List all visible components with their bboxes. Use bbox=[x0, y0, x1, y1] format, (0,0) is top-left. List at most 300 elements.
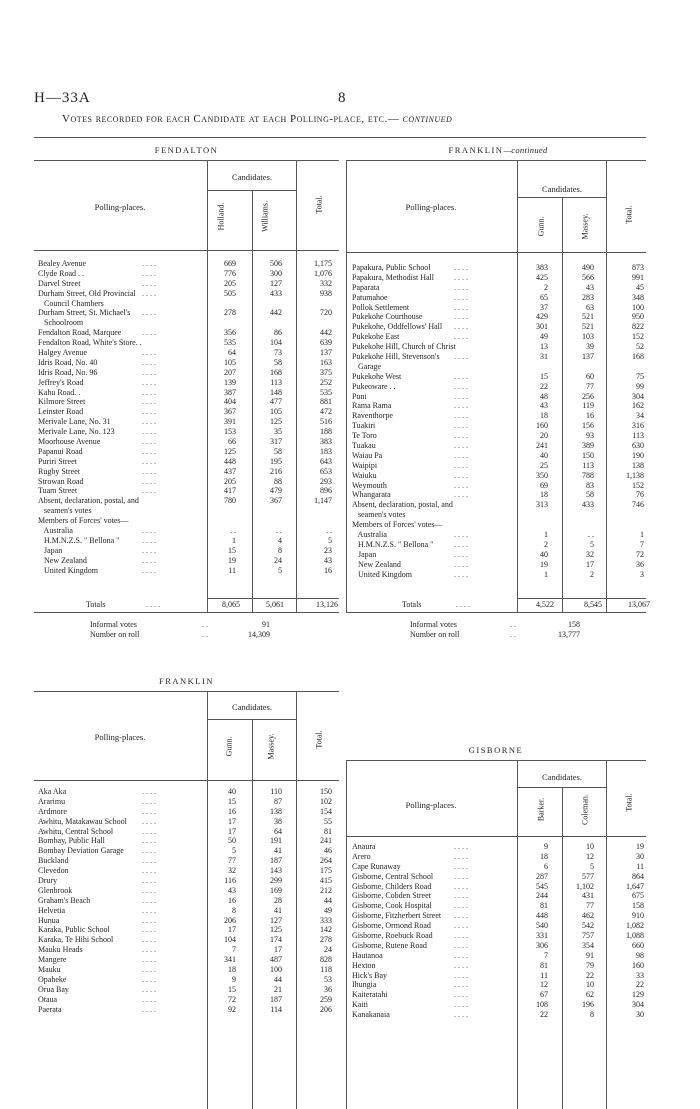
polling-place-name: Hick's Bay bbox=[352, 970, 387, 980]
candidate-1-votes: 67 bbox=[540, 990, 548, 1000]
candidate-2-votes: 10 bbox=[586, 842, 594, 851]
total-votes: 316 bbox=[632, 421, 644, 431]
table-row bbox=[38, 827, 338, 837]
candidate-1-votes: 77 bbox=[228, 856, 236, 866]
candidate-2-votes: 58 bbox=[274, 446, 282, 456]
polling-place-name: Rugby Street bbox=[38, 466, 80, 476]
polling-place-name: Anaura bbox=[352, 842, 376, 851]
table-row bbox=[38, 797, 338, 807]
candidate-2-votes: 104 bbox=[270, 338, 282, 348]
candidate-1-votes: 206 bbox=[224, 915, 236, 925]
table-top-rule bbox=[346, 160, 646, 161]
polling-place-name: Pukeoware . . bbox=[352, 381, 396, 391]
total-votes: 98 bbox=[636, 950, 644, 960]
polling-place-name: Rama Rama bbox=[352, 401, 392, 411]
polling-place-name: Te Toro bbox=[352, 431, 377, 441]
polling-place-name: Gisborne, Cobden Street bbox=[352, 891, 431, 901]
candidate-1-votes: 105 bbox=[224, 357, 236, 367]
totals-total: 13,126 bbox=[316, 600, 338, 609]
table-row bbox=[352, 322, 648, 332]
polling-place-name: Whangarata bbox=[352, 490, 391, 500]
column-divider bbox=[346, 760, 347, 1109]
total-votes: 660 bbox=[632, 940, 644, 950]
total-votes: 1,082 bbox=[626, 921, 644, 931]
candidate-2-votes: 196 bbox=[582, 1000, 594, 1010]
polling-place-name: Otaua bbox=[38, 994, 58, 1004]
candidate-1-votes: 139 bbox=[224, 377, 236, 387]
total-votes: 137 bbox=[320, 348, 332, 358]
candidate-1-votes: 1 bbox=[544, 569, 548, 579]
polling-place-name: Bealey Avenue bbox=[38, 259, 87, 268]
candidate-2-votes: 77 bbox=[586, 901, 594, 911]
candidate-1-votes: 437 bbox=[224, 466, 236, 476]
table-row bbox=[352, 921, 648, 931]
leader-dots: . . . . bbox=[142, 407, 156, 417]
leader-dots: . . . . bbox=[454, 490, 468, 500]
total-votes: 102 bbox=[320, 796, 332, 806]
table-row bbox=[38, 876, 338, 886]
leader-dots: . . . . bbox=[454, 539, 468, 549]
candidate-1-votes: 18 bbox=[228, 965, 236, 975]
total-votes: 304 bbox=[632, 391, 644, 401]
candidate-2-votes: 490 bbox=[582, 263, 594, 272]
polling-place-name: Mauku Heads bbox=[38, 945, 83, 955]
polling-place-name: Gisborne, Rutene Road bbox=[352, 940, 427, 950]
total-votes: 52 bbox=[636, 342, 644, 352]
polling-place-name: Mangere bbox=[38, 955, 67, 965]
table-row bbox=[352, 500, 648, 510]
total-votes: 160 bbox=[632, 960, 644, 970]
totals-dots: . . . . bbox=[146, 600, 160, 609]
candidate-2-votes: 58 bbox=[586, 490, 594, 500]
total-votes: 175 bbox=[320, 866, 332, 876]
totals-rule bbox=[518, 598, 646, 599]
polling-place-name: Hautanoa bbox=[352, 950, 383, 960]
total-header: Total. bbox=[624, 793, 634, 812]
total-votes: 7 bbox=[640, 539, 644, 549]
candidate-1-votes: 535 bbox=[224, 338, 236, 348]
table-row bbox=[38, 467, 338, 477]
candidate-1-votes: 160 bbox=[536, 421, 548, 431]
candidate-2-votes: 125 bbox=[270, 925, 282, 935]
total-votes: 1 bbox=[640, 530, 644, 540]
candidate-2-votes: 91 bbox=[586, 950, 594, 960]
leader-dots: . . . . bbox=[142, 427, 156, 437]
candidate-1-votes: 116 bbox=[224, 876, 236, 886]
candidate-1-votes: 540 bbox=[536, 921, 548, 931]
candidate-2-votes: 442 bbox=[270, 308, 282, 318]
candidate-2-votes: 168 bbox=[270, 367, 282, 377]
total-votes: 49 bbox=[324, 905, 332, 915]
table-row bbox=[38, 308, 338, 318]
candidate-2-votes: 354 bbox=[582, 940, 594, 950]
table-row bbox=[352, 520, 648, 530]
polling-place-name: Waiuku bbox=[352, 470, 377, 480]
total-votes: 36 bbox=[324, 984, 332, 994]
total-votes: 81 bbox=[324, 826, 332, 836]
gisborne-rows bbox=[352, 842, 648, 1020]
total-votes: 991 bbox=[632, 272, 644, 282]
leader-dots: . . . . bbox=[454, 411, 468, 421]
leader-dots: . . . . bbox=[142, 456, 156, 466]
leader-dots: . . . . bbox=[142, 328, 156, 338]
candidate-2-votes: 21 bbox=[274, 984, 282, 994]
candidate-2-votes: 114 bbox=[270, 1004, 282, 1014]
table-row bbox=[38, 995, 338, 1005]
table-row bbox=[352, 961, 648, 971]
polling-place-name: Moorhouse Avenue bbox=[38, 437, 101, 447]
candidate-1-votes: 1 bbox=[232, 535, 236, 545]
table-row bbox=[38, 1005, 338, 1015]
candidate-1-votes: 367 bbox=[224, 407, 236, 417]
leader-dots: . . . . bbox=[454, 1000, 468, 1010]
total-votes: 264 bbox=[320, 856, 332, 866]
polling-place-name: Cape Runaway bbox=[352, 861, 401, 871]
candidate-1-votes: 12 bbox=[540, 980, 548, 990]
leader-dots: . . . . bbox=[454, 569, 468, 579]
candidate-1-votes: 125 bbox=[224, 446, 236, 456]
table-row bbox=[38, 985, 338, 995]
candidate-2-votes: 148 bbox=[270, 387, 282, 397]
candidate-1-header: Gunn. bbox=[536, 216, 546, 237]
total-votes: 138 bbox=[632, 460, 644, 470]
leader-dots: . . . . bbox=[454, 450, 468, 460]
polling-place-name: United Kingdom bbox=[38, 565, 98, 575]
total-votes: 910 bbox=[632, 911, 644, 921]
total-votes: 190 bbox=[632, 450, 644, 460]
candidate-1-votes: 207 bbox=[224, 367, 236, 377]
leader-dots: . . . . bbox=[454, 480, 468, 490]
polling-place-name: Opaheke bbox=[38, 974, 67, 984]
table-row bbox=[352, 461, 648, 471]
candidate-1-votes: 301 bbox=[536, 322, 548, 332]
leader-dots: . . . . bbox=[454, 332, 468, 342]
leader-dots: . . . . bbox=[142, 259, 156, 268]
leader-dots: . . . . bbox=[142, 397, 156, 407]
candidate-2-votes: 566 bbox=[582, 272, 594, 282]
table-row bbox=[352, 372, 648, 382]
candidate-1-votes: 404 bbox=[224, 397, 236, 407]
leader-dots: . . . . bbox=[454, 322, 468, 332]
leader-dots: . . . . bbox=[454, 871, 468, 881]
candidate-1-votes: 19 bbox=[228, 555, 236, 565]
candidate-1-header: Holland. bbox=[216, 202, 226, 231]
leader-dots: . . . . bbox=[454, 911, 468, 921]
candidate-2-votes: 757 bbox=[582, 931, 594, 941]
candidate-2-votes: 35 bbox=[274, 427, 282, 437]
leader-dots: . . . . bbox=[142, 806, 156, 816]
candidates-header: Candidates. bbox=[232, 702, 272, 712]
table-row bbox=[352, 263, 648, 273]
table-row bbox=[352, 510, 648, 520]
leader-dots: . . . . bbox=[454, 921, 468, 931]
total-votes: 1,147 bbox=[314, 496, 332, 506]
candidate-2-votes: 43 bbox=[586, 282, 594, 292]
totals-dots: . . . . bbox=[456, 600, 470, 609]
table-row bbox=[352, 540, 648, 550]
table-row bbox=[352, 901, 648, 911]
candidate-1-votes: 104 bbox=[224, 935, 236, 945]
leader-dots: . . . . bbox=[142, 476, 156, 486]
total-votes: 43 bbox=[324, 555, 332, 565]
table-row bbox=[38, 388, 338, 398]
total-votes: 5 bbox=[328, 535, 332, 545]
total-votes: 55 bbox=[324, 816, 332, 826]
polling-place-name: Durham Street, St. Michael's bbox=[38, 308, 131, 318]
candidate-2-votes: 17 bbox=[586, 559, 594, 569]
total-votes: 746 bbox=[632, 500, 644, 510]
polling-place-name: New Zealand bbox=[352, 559, 401, 569]
candidate-1-votes: 11 bbox=[228, 565, 236, 575]
table-row bbox=[352, 560, 648, 570]
informal-votes-value: 91 bbox=[262, 620, 270, 629]
table-row bbox=[38, 856, 338, 866]
candidate-2-header: Massey. bbox=[580, 213, 590, 240]
leader-dots: . . . . bbox=[142, 876, 156, 886]
candidate-1-votes: 417 bbox=[224, 486, 236, 496]
candidate-2-votes: 431 bbox=[582, 891, 594, 901]
leader-dots: . . . . bbox=[142, 955, 156, 965]
total-votes: 293 bbox=[320, 476, 332, 486]
total-votes: 30 bbox=[636, 851, 644, 861]
candidate-1-votes: 64 bbox=[228, 348, 236, 358]
header-bottom-rule bbox=[34, 780, 339, 781]
table-row bbox=[352, 882, 648, 892]
table-row bbox=[352, 872, 648, 882]
polling-place-name: Fendalton Road, White's Store. . bbox=[38, 338, 142, 348]
polling-place-name: Durham Street, Old Provincial bbox=[38, 288, 136, 298]
polling-place-name: Graham's Beach bbox=[38, 895, 91, 905]
polling-place-name: Puriri Street bbox=[38, 456, 77, 466]
heading-rule bbox=[34, 137, 646, 138]
table-row bbox=[38, 477, 338, 487]
leader-dots: . . . . bbox=[142, 895, 156, 905]
table-row bbox=[352, 342, 648, 352]
polling-place-name: Paerata bbox=[38, 1004, 62, 1014]
polling-place-name: Absent, declaration, postal, and bbox=[38, 496, 139, 506]
table-row bbox=[352, 401, 648, 411]
polling-place-name: Australia bbox=[38, 526, 73, 536]
candidate-1-votes: 2 bbox=[544, 282, 548, 292]
candidate-2-votes: 16 bbox=[586, 411, 594, 421]
polling-place-name: Arero bbox=[352, 851, 371, 861]
table-row bbox=[352, 941, 648, 951]
polling-place-name: Weymouth bbox=[352, 480, 387, 490]
candidate-2-votes: 86 bbox=[274, 328, 282, 338]
leader-dots: . . . . bbox=[142, 945, 156, 955]
total-votes: 950 bbox=[632, 312, 644, 322]
candidate-2-votes: 113 bbox=[270, 377, 282, 387]
leader-dots: . . . . bbox=[454, 352, 468, 362]
table-row bbox=[38, 437, 338, 447]
candidate-2-header: Massey. bbox=[266, 733, 276, 760]
candidate-1-votes: 425 bbox=[536, 272, 548, 282]
total-votes: 99 bbox=[636, 381, 644, 391]
table-row bbox=[38, 318, 338, 328]
table-row bbox=[38, 269, 338, 279]
total-votes: 30 bbox=[636, 1010, 644, 1020]
leader-dots: . . . . bbox=[142, 796, 156, 806]
candidate-2-votes: 73 bbox=[274, 348, 282, 358]
polling-place-name: Pukekohe West bbox=[352, 371, 402, 381]
candidate-2-votes: 521 bbox=[582, 322, 594, 332]
candidate-2-votes: 4 bbox=[278, 535, 282, 545]
polling-place-name: Japan bbox=[38, 545, 63, 555]
leader-dots: . . . . bbox=[454, 931, 468, 941]
polling-place-name: Tuam Street bbox=[38, 486, 78, 496]
candidate-1-votes: 40 bbox=[540, 450, 548, 460]
leader-dots: . . . . bbox=[142, 994, 156, 1004]
table-row bbox=[38, 526, 338, 536]
candidate-2-votes: 127 bbox=[270, 278, 282, 288]
leader-dots: . . . . bbox=[142, 308, 156, 318]
total-votes: 142 bbox=[320, 925, 332, 935]
table-row bbox=[38, 886, 338, 896]
total-votes: 348 bbox=[632, 292, 644, 302]
candidate-1-votes: . . bbox=[230, 526, 236, 536]
leader-dots: . . . . bbox=[142, 526, 156, 536]
polling-place-name: Kaiti bbox=[352, 1000, 368, 1010]
leader-dots: . . . . bbox=[454, 371, 468, 381]
leader-dots: . . . . bbox=[142, 565, 156, 575]
leader-dots: . . . . bbox=[142, 555, 156, 565]
polling-place-name: Kahu Road. . bbox=[38, 387, 81, 397]
leader-dots: . . . . bbox=[142, 348, 156, 358]
table-row bbox=[38, 516, 338, 526]
totals-candidate-1: 4,522 bbox=[536, 600, 554, 609]
candidate-1-header: Gunn. bbox=[224, 736, 234, 757]
polling-place-name: Orua Bay bbox=[38, 984, 69, 994]
polling-place-name: Absent, declaration, postal, and bbox=[352, 500, 453, 510]
candidate-1-votes: 31 bbox=[540, 352, 548, 362]
candidate-2-votes: 58 bbox=[274, 357, 282, 367]
candidate-1-votes: 387 bbox=[224, 387, 236, 397]
table-row bbox=[38, 556, 338, 566]
table-row bbox=[352, 441, 648, 451]
polling-place-name: Gisborne, Ormond Road bbox=[352, 921, 431, 931]
table-row bbox=[38, 546, 338, 556]
candidate-2-votes: 479 bbox=[270, 486, 282, 496]
table-row bbox=[352, 971, 648, 981]
total-votes: 100 bbox=[632, 302, 644, 312]
candidate-1-votes: 278 bbox=[224, 308, 236, 318]
candidate-2-votes: 5 bbox=[590, 861, 594, 871]
candidate-1-votes: 505 bbox=[224, 288, 236, 298]
polling-place-name: Darvel Street bbox=[38, 278, 81, 288]
candidate-1-votes: 20 bbox=[540, 431, 548, 441]
total-votes: 36 bbox=[636, 559, 644, 569]
polling-place-name: Members of Forces' votes— bbox=[38, 516, 129, 526]
candidate-1-header: Barker. bbox=[536, 797, 546, 822]
polling-place-name: Drury bbox=[38, 876, 58, 886]
candidate-2-votes: 103 bbox=[582, 332, 594, 342]
table-row bbox=[38, 328, 338, 338]
candidate-2-votes: 5 bbox=[590, 539, 594, 549]
candidate-2-votes: 127 bbox=[270, 915, 282, 925]
leader-dots: . . . . bbox=[454, 401, 468, 411]
candidate-1-votes: 331 bbox=[536, 931, 548, 941]
table-row bbox=[38, 945, 338, 955]
table-row bbox=[352, 842, 648, 852]
page-heading: Votes recorded for each Candidate at each Polling-place, etc.— continued bbox=[62, 113, 453, 125]
polling-place-name: seamen's votes bbox=[38, 506, 92, 516]
polling-place-name: Pukekohe Courthouse bbox=[352, 312, 423, 322]
total-votes: 45 bbox=[636, 282, 644, 292]
leader-dots: . . . . bbox=[142, 866, 156, 876]
candidate-2-votes: 299 bbox=[270, 876, 282, 886]
leader-dots: . . . . bbox=[142, 278, 156, 288]
total-votes: 630 bbox=[632, 441, 644, 451]
leader-dots: . . . . bbox=[454, 851, 468, 861]
table-row bbox=[352, 911, 648, 921]
table-top-rule bbox=[346, 760, 646, 761]
total-votes: 53 bbox=[324, 974, 332, 984]
candidate-1-votes: 16 bbox=[228, 806, 236, 816]
polling-place-name: Kanakanaia bbox=[352, 1010, 390, 1020]
candidate-2-votes: 174 bbox=[270, 935, 282, 945]
candidate-2-votes: 1,102 bbox=[576, 881, 594, 891]
leader-dots: . . . . bbox=[454, 901, 468, 911]
candidate-2-votes: 63 bbox=[586, 302, 594, 312]
candidate-1-votes: 72 bbox=[228, 994, 236, 1004]
candidate-2-votes: 62 bbox=[586, 990, 594, 1000]
candidate-2-votes: 17 bbox=[274, 945, 282, 955]
polling-place-name: Pollok Settlement bbox=[352, 302, 410, 312]
leader-dots: . . . . bbox=[142, 377, 156, 387]
table-row bbox=[38, 536, 338, 546]
table-row bbox=[38, 338, 338, 348]
candidate-2-votes: 156 bbox=[582, 421, 594, 431]
candidate-2-votes: . . bbox=[588, 530, 594, 540]
candidate-1-votes: 2 bbox=[544, 539, 548, 549]
candidate-2-votes: 38 bbox=[274, 816, 282, 826]
total-votes: 188 bbox=[320, 427, 332, 437]
candidate-1-votes: 776 bbox=[224, 268, 236, 278]
leader-dots: . . . . bbox=[142, 974, 156, 984]
table-row bbox=[38, 955, 338, 965]
candidate-2-votes: 39 bbox=[586, 342, 594, 352]
candidate-1-votes: 545 bbox=[536, 881, 548, 891]
total-header: Total. bbox=[314, 730, 324, 749]
candidate-2-votes: 79 bbox=[586, 960, 594, 970]
candidate-1-votes: 22 bbox=[540, 1010, 548, 1020]
leader-dots: . . . . bbox=[142, 486, 156, 496]
leader-dots: . . . . bbox=[142, 925, 156, 935]
candidate-2-votes: 143 bbox=[270, 866, 282, 876]
polling-place-name: Glenbrook bbox=[38, 885, 73, 895]
polling-place-name: Awhitu, Central School bbox=[38, 826, 114, 836]
leader-dots: . . . . bbox=[454, 530, 468, 540]
candidate-1-votes: 383 bbox=[536, 263, 548, 272]
candidate-2-votes: 300 bbox=[270, 268, 282, 278]
candidate-1-votes: 50 bbox=[228, 836, 236, 846]
header-bottom-rule bbox=[346, 836, 646, 837]
total-votes: 873 bbox=[632, 263, 644, 272]
polling-place-name: Pukekohe, Oddfellows' Hall bbox=[352, 322, 443, 332]
candidate-1-votes: 92 bbox=[228, 1004, 236, 1014]
polling-place-name: Kilmore Street bbox=[38, 397, 86, 407]
table-row bbox=[352, 283, 648, 293]
table-row bbox=[38, 447, 338, 457]
leader-dots: . . . . bbox=[454, 421, 468, 431]
table-row bbox=[352, 411, 648, 421]
candidate-1-votes: 6 bbox=[544, 861, 548, 871]
polling-place-name: Japan bbox=[352, 549, 377, 559]
leader-dots: . . . . bbox=[142, 935, 156, 945]
candidate-2-votes: 110 bbox=[270, 787, 282, 796]
totals-bottom-rule bbox=[346, 612, 646, 613]
candidate-2-votes: . . bbox=[276, 526, 282, 536]
